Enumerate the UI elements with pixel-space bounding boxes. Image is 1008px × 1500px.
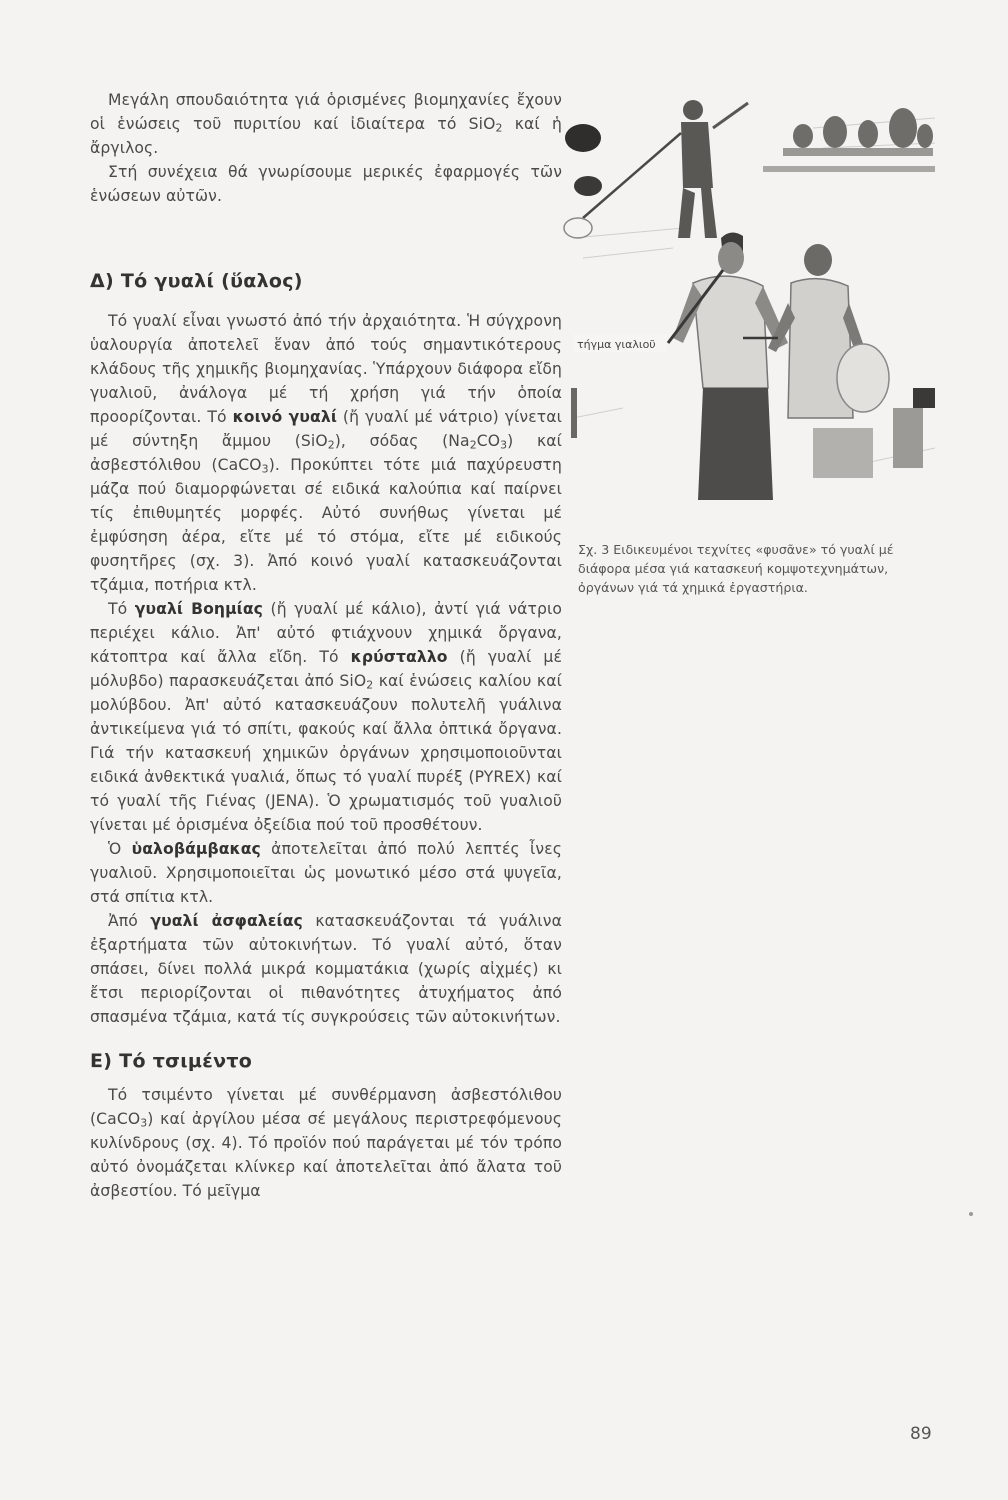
page-speck [969, 1212, 973, 1216]
subscript: 3 [140, 1116, 148, 1130]
cement-paragraph [90, 1083, 562, 1203]
text: (ἤ γυαλί μέ νάτριο) γίνεται μέ σύντηξη ἄμμου (SiO [90, 408, 563, 450]
subscript: 2 [366, 678, 374, 692]
text: (ἤ γυαλί μέ μόλυβδο) παρασκευάζεται ἀπό SiO [90, 648, 562, 690]
text: Τό γυαλί εἶναι γνωστό ἀπό τήν ἀρχαιότητα. Ἡ σύγχρονη ὑαλουργία ἀποτελεῖ ἕναν ἀπό τούς σημαντικότερους κλάδους τῆς χημικῆς βιομηχανίας. Ὑπάρχουν διάφορα εἴδη γυαλιοῦ, ἀνάλογα μέ τή χρήση γιά τήν ὁποία προορίζονται. Τό [90, 312, 562, 426]
text: ), σόδας (Na [334, 432, 470, 450]
glass-paragraph-1 [90, 309, 562, 597]
subscript: 2 [469, 438, 477, 452]
subscript: 3 [261, 462, 269, 476]
glassblowers-illustration [563, 88, 935, 500]
text: Τό τσιμέντο γίνεται μέ συνθέρμανση ἀσβεστόλιθου (CaCO [90, 1086, 562, 1128]
molten-glass-label: τήγμα γιαλιοῦ [577, 338, 656, 351]
intro-text-end: καί ἡ ἄργιλος. [90, 115, 562, 157]
section-e-heading: Ε) Τό τσιμέντο [90, 1050, 253, 1072]
subscript: 2 [327, 438, 335, 452]
glassblowers-drawing [563, 88, 935, 500]
glass-paragraph-2 [90, 597, 562, 837]
text: Ὁ [108, 840, 132, 858]
glass-paragraph-4 [90, 909, 562, 1029]
bold-term: ὑαλοβάμβακας [131, 840, 261, 858]
page-number: 89 [910, 1424, 932, 1444]
text: CO [476, 432, 501, 450]
figure-caption: Σχ. 3 Ειδικευμένοι τεχνίτες «φυσᾶνε» τό γυαλί μέ διάφορα μέσα γιά κατασκευή κομψοτεχνημάτων, ὀργάνων γιά τά χημικά ἐργαστήρια. [578, 542, 894, 595]
text: κατασκευάζονται τά γυάλινα ἐξαρτήματα τῶν αὐτοκινήτων. Τό γυαλί αὐτό, ὅταν σπάσει, δίνει πολλά μικρά κομματάκια (χωρίς αἰχμές) κι ἔτσι περιορίζονται οἱ πιθανότητες ἀτυχήματος ἀπό σπασμένα τζάμια, κατά τίς συγκρούσεις τῶν αὐτοκινήτων. [90, 912, 562, 1026]
main-text-column [90, 88, 562, 1203]
subscript: 3 [500, 438, 508, 452]
text: ). Προκύπτει τότε μιά παχύρευστη μάζα πού διαμορφώνεται σέ ειδικά καλούπια καί παίρνει τίς ἐπιθυμητές μορφές. Αὐτό συνήθως γίνεται μέ ἐμφύσηση ἀέρα, εἴτε μέ τό στόμα, εἴτε μέ ειδικούς φυσητῆρες (σχ. 3). Ἀπό κοινό γυαλί κατασκευάζονται τζάμια, ποτήρια κτλ. [90, 456, 562, 594]
intro-paragraph [90, 88, 562, 160]
glass-paragraph-3 [90, 837, 562, 909]
text: Τό [108, 600, 135, 618]
text: καί ἑνώσεις καλίου καί μολύβδου. Ἀπ' αὐτό κατασκευάζουν πολυτελῆ γυάλινα ἀντικείμενα γιά τό σπίτι, φακούς καί ἄλλα ὀπτικά ὄργανα. Γιά τήν κατασκευή χημικῶν ὀργάνων χρησιμοποιοῦνται ειδικά ἀνθεκτικά γυαλιά, ὅπως τό γυαλί πυρέξ (PYREX) καί τό γυαλί τῆς Γιένας (JENA). Ὁ χρωματισμός τοῦ γυαλιοῦ γίνεται μέ ὁρισμένα ὀξείδια πού τοῦ προσθέτουν. [90, 672, 562, 834]
intro-text: Μεγάλη σπουδαιότητα γιά ὁρισμένες βιομηχανίες ἔχουν οἱ ἑνώσεις τοῦ πυριτίου καί ἰδιαίτερα τό SiO [90, 91, 562, 133]
text: ) καί ἀργίλου μέσα σέ μεγάλους περιστρεφόμενους κυλίνδρους (σχ. 4). Τό προϊόν πού παράγεται μέ τόν τρόπο αὐτό ὀνομάζεται κλίνκερ καί ἀποτελεῖται ἀπό ἄλατα τοῦ ἀσβεστίου. Τό μεῖγμα [90, 1110, 562, 1200]
text: ) καί ἀσβεστόλιθου (CaCO [90, 432, 563, 474]
section-d-heading: Δ) Τό γυαλί (ὕαλος) [90, 270, 303, 292]
bold-term: κρύσταλλο [350, 648, 448, 666]
text: (ἤ γυαλί μέ κάλιο), ἀντί γιά νάτριο περιέχει κάλιο. Ἀπ' αὐτό φτιάχνουν χημικά ὄργανα, κάτοπτρα καί ἄλλα εἴδη. Τό [90, 600, 562, 666]
subscript: 2 [495, 121, 503, 135]
bold-term: κοινό γυαλί [232, 408, 337, 426]
bold-term: γυαλί ἀσφαλείας [150, 912, 303, 930]
bold-term: γυαλί Βοημίας [134, 600, 264, 618]
text: Ἀπό [108, 912, 151, 930]
intro-paragraph-2: Στή συνέχεια θά γνωρίσουμε μερικές ἐφαρμογές τῶν ἑνώσεων αὐτῶν. [90, 163, 562, 205]
text: ἀποτελεῖται ἀπό πολύ λεπτές ἶνες γυαλιοῦ. Χρησιμοποιεῖται ὡς μονωτικό μέσο στά ψυγεῖα, στά σπίτια κτλ. [90, 840, 562, 906]
